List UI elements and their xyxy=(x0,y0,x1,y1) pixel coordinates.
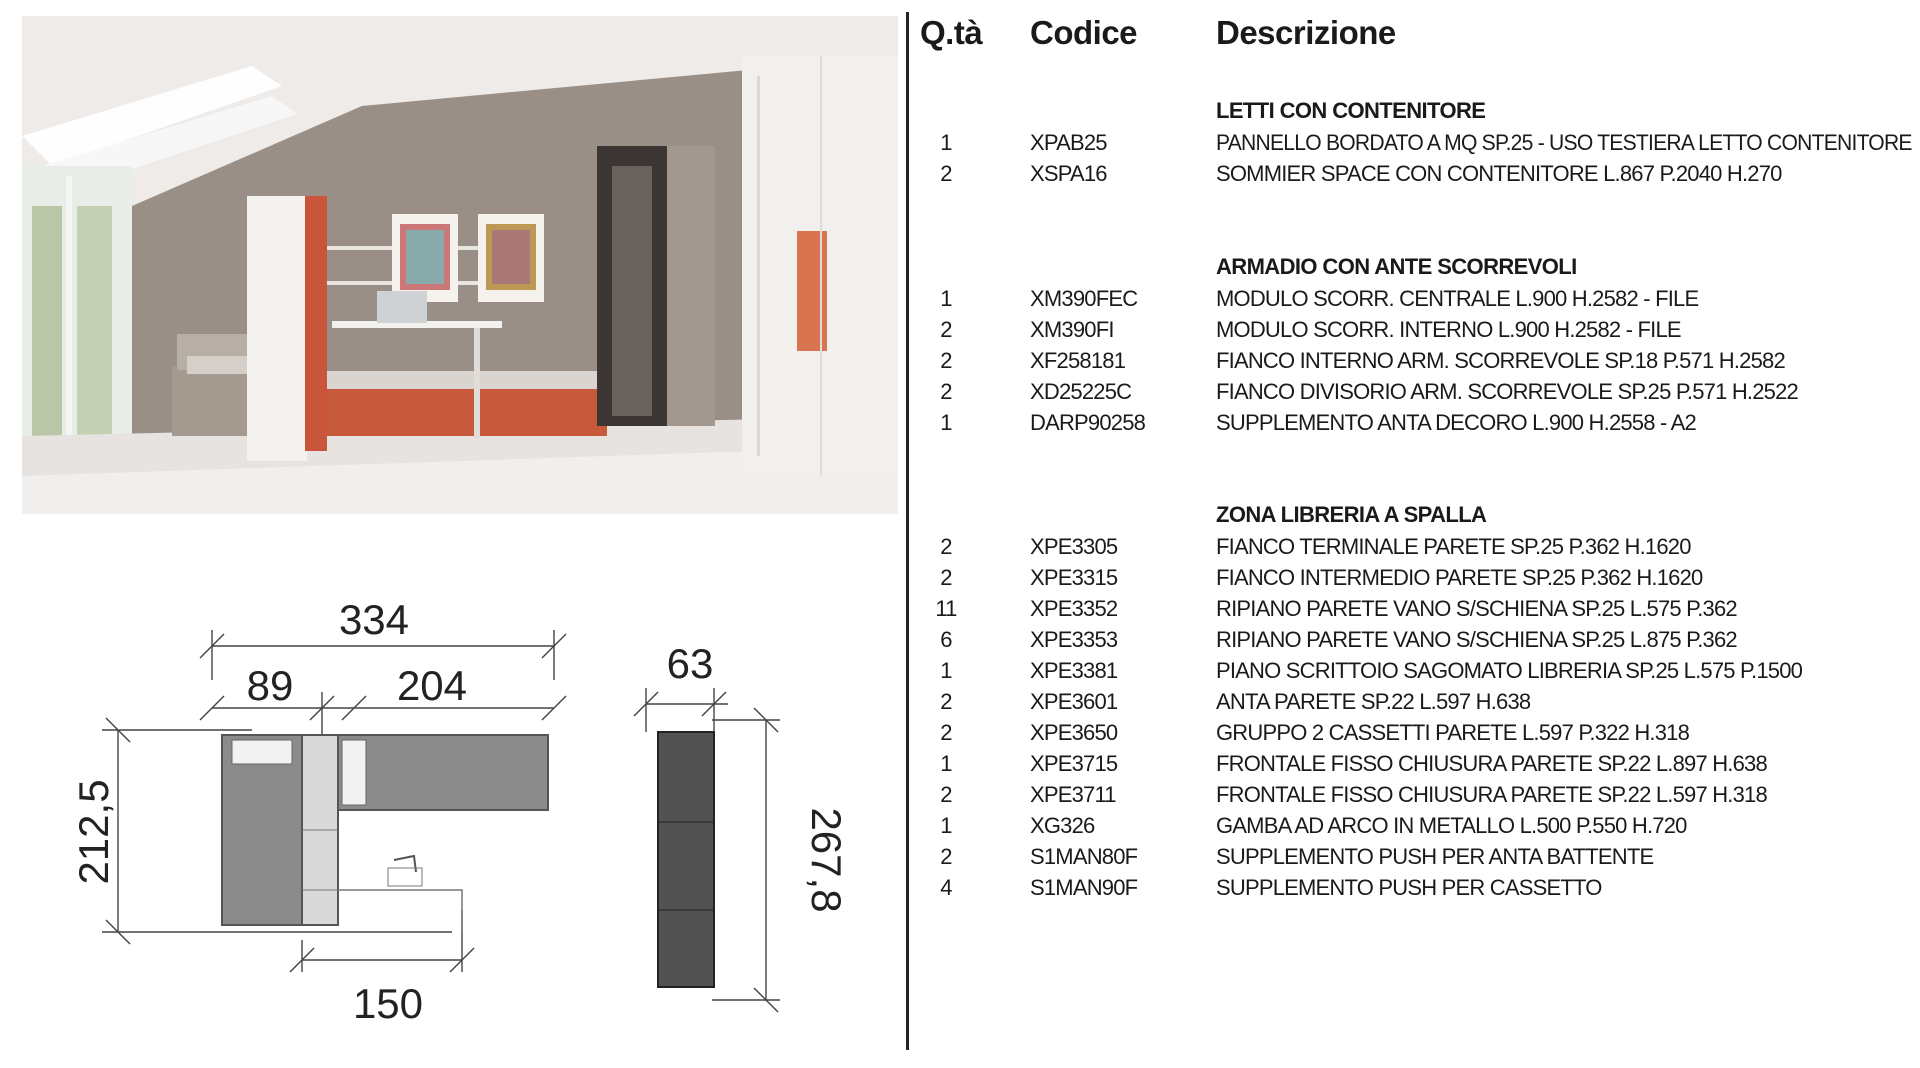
component-qty: 6 xyxy=(940,627,952,652)
floor-plan xyxy=(22,560,898,1060)
component-code: XPE3352 xyxy=(1030,596,1118,621)
component-row xyxy=(918,720,1918,751)
section-title: ZONA LIBRERIA A SPALLA xyxy=(1216,502,1487,527)
section-title: ARMADIO CON ANTE SCORREVOLI xyxy=(1216,254,1577,279)
component-code: XD25225C xyxy=(1030,379,1132,404)
component-code: XM390FI xyxy=(1030,317,1114,342)
component-code: XPE3305 xyxy=(1030,534,1118,559)
component-description: FIANCO TERMINALE PARETE SP.25 P.362 H.1620 xyxy=(1216,534,1691,559)
component-qty: 2 xyxy=(940,317,952,342)
component-description: SUPPLEMENTO ANTA DECORO L.900 H.2558 - A2 xyxy=(1216,410,1696,435)
component-code: XPE3315 xyxy=(1030,565,1118,590)
component-row xyxy=(918,286,1918,317)
component-code: DARP90258 xyxy=(1030,410,1146,435)
component-description: GAMBA AD ARCO IN METALLO L.500 P.550 H.720 xyxy=(1216,813,1687,838)
component-description: ANTA PARETE SP.22 L.597 H.638 xyxy=(1216,689,1531,714)
component-row xyxy=(918,161,1918,192)
component-description: SUPPLEMENTO PUSH PER CASSETTO xyxy=(1216,875,1602,900)
component-qty: 2 xyxy=(940,844,952,869)
component-description: RIPIANO PARETE VANO S/SCHIENA SP.25 L.575 P.362 xyxy=(1216,596,1737,621)
component-code: XG326 xyxy=(1030,813,1095,838)
component-description: FIANCO INTERMEDIO PARETE SP.25 P.362 H.1620 xyxy=(1216,565,1703,590)
component-qty: 2 xyxy=(940,720,952,745)
component-qty: 2 xyxy=(940,379,952,404)
component-code: XPE3381 xyxy=(1030,658,1118,683)
component-description: FRONTALE FISSO CHIUSURA PARETE SP.22 L.897 H.638 xyxy=(1216,751,1767,776)
component-description: SUPPLEMENTO PUSH PER ANTA BATTENTE xyxy=(1216,844,1654,869)
header-qty: Q.tà xyxy=(920,14,983,51)
component-code: XSPA16 xyxy=(1030,161,1107,186)
component-description: MODULO SCORR. INTERNO L.900 H.2582 - FILE xyxy=(1216,317,1681,342)
component-row xyxy=(918,130,1918,161)
component-qty: 1 xyxy=(940,751,952,776)
bedroom-illustration xyxy=(22,16,898,514)
component-qty: 2 xyxy=(940,348,952,373)
component-row xyxy=(918,813,1918,844)
component-code: XF258181 xyxy=(1030,348,1126,373)
component-row xyxy=(918,689,1918,720)
component-row xyxy=(918,658,1918,689)
dim-desk-width: 150 xyxy=(352,980,424,1027)
column-divider xyxy=(906,12,909,1050)
component-description: PANNELLO BORDATO A MQ SP.25 - USO TESTIERA LETTO CONTENITORE xyxy=(1216,130,1912,155)
dim-overall-width: 334 xyxy=(338,596,410,643)
component-qty: 2 xyxy=(940,161,952,186)
component-description: FIANCO DIVISORIO ARM. SCORREVOLE SP.25 P.571 H.2522 xyxy=(1216,379,1798,404)
component-description: RIPIANO PARETE VANO S/SCHIENA SP.25 L.875 P.362 xyxy=(1216,627,1737,652)
component-qty: 2 xyxy=(940,565,952,590)
component-row xyxy=(918,348,1918,379)
component-qty: 1 xyxy=(940,130,952,155)
dim-room-depth: 212,5 xyxy=(70,779,117,885)
room-photo xyxy=(22,16,898,514)
component-row xyxy=(918,317,1918,348)
component-qty: 1 xyxy=(940,410,952,435)
component-row xyxy=(918,844,1918,875)
dim-wardrobe-depth: 63 xyxy=(666,640,714,687)
component-row xyxy=(918,410,1918,441)
dim-wardrobe-length: 267,8 xyxy=(803,807,850,913)
component-code: S1MAN90F xyxy=(1030,875,1138,900)
component-code: XPE3650 xyxy=(1030,720,1118,745)
dim-bed-length: 204 xyxy=(396,662,468,709)
component-code: XPAB25 xyxy=(1030,130,1107,155)
component-description: SOMMIER SPACE CON CONTENITORE L.867 P.2040 H.270 xyxy=(1216,161,1782,186)
header-code: Codice xyxy=(1030,14,1138,51)
component-row xyxy=(918,379,1918,410)
component-qty: 11 xyxy=(935,596,957,621)
component-code: XPE3353 xyxy=(1030,627,1118,652)
header-description: Descrizione xyxy=(1216,14,1396,51)
component-description: PIANO SCRITTOIO SAGOMATO LIBRERIA SP.25 L.575 P.1500 xyxy=(1216,658,1803,683)
component-code: XM390FEC xyxy=(1030,286,1138,311)
component-row xyxy=(918,751,1918,782)
component-row xyxy=(918,534,1918,565)
component-description: FRONTALE FISSO CHIUSURA PARETE SP.22 L.597 H.318 xyxy=(1216,782,1767,807)
component-description: GRUPPO 2 CASSETTI PARETE L.597 P.322 H.318 xyxy=(1216,720,1690,745)
section-title: LETTI CON CONTENITORE xyxy=(1216,98,1486,123)
component-row xyxy=(918,565,1918,596)
component-row xyxy=(918,596,1918,627)
component-qty: 1 xyxy=(940,813,952,838)
component-description: FIANCO INTERNO ARM. SCORREVOLE SP.18 P.571 H.2582 xyxy=(1216,348,1785,373)
component-row xyxy=(918,782,1918,813)
component-code: S1MAN80F xyxy=(1030,844,1138,869)
component-qty: 1 xyxy=(940,286,952,311)
component-qty: 2 xyxy=(940,689,952,714)
plan-drawing xyxy=(22,560,898,1060)
component-qty: 1 xyxy=(940,658,952,683)
dim-bed-width: 89 xyxy=(246,662,294,709)
component-row xyxy=(918,875,1918,906)
component-qty: 2 xyxy=(940,534,952,559)
component-code: XPE3711 xyxy=(1030,782,1116,807)
component-code: XPE3715 xyxy=(1030,751,1118,776)
component-description: MODULO SCORR. CENTRALE L.900 H.2582 - FILE xyxy=(1216,286,1699,311)
component-qty: 4 xyxy=(940,875,952,900)
component-code: XPE3601 xyxy=(1030,689,1118,714)
component-qty: 2 xyxy=(940,782,952,807)
component-row xyxy=(918,627,1918,658)
